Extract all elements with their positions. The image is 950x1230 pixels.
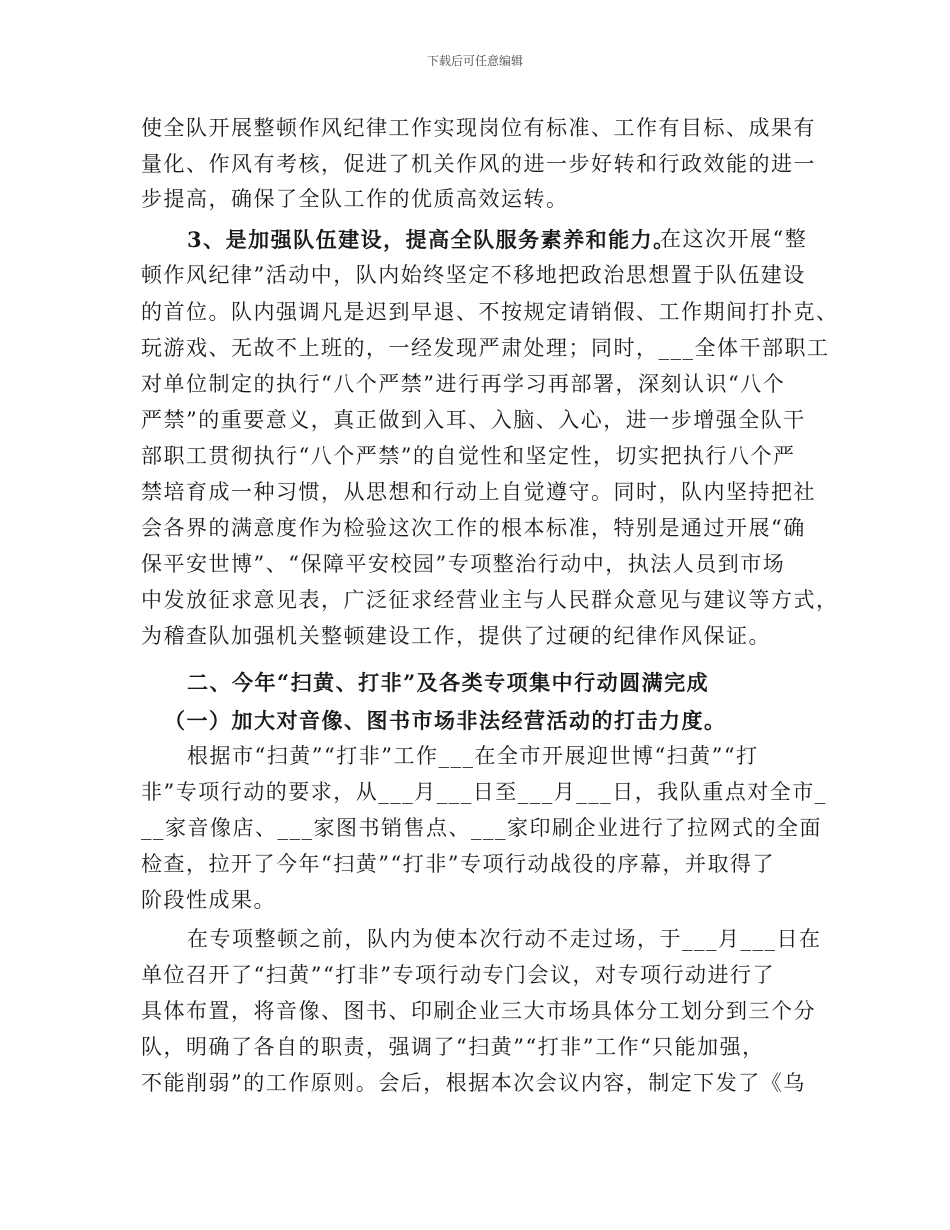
body-line: 保平安世博”、“保障平安校园”专项整治行动中，执法人员到市场 (141, 552, 786, 576)
body-line: 根据市“扫黄”“打非”工作___在全市开展迎世博“扫黄”“打 (187, 744, 759, 768)
body-line: 在专项整顿之前，队内为使本次行动不走过场，于___月___日在 (187, 927, 822, 951)
body-line: 不能削弱”的工作原则。会后，根据本次会议内容，制定下发了《乌 (141, 1071, 806, 1095)
body-line: 步提高，确保了全队工作的优质高效运转。 (141, 187, 569, 211)
body-line: 单位召开了“扫黄”“打非”专项行动专门会议，对专项行动进行了 (141, 963, 775, 987)
section-heading-3: 3、是加强队伍建设，提高全队服务素养和能力。 (187, 227, 676, 252)
body-line: 严禁”的重要意义，真正做到入耳、入脑、入心，进一步增强全队干 (141, 408, 806, 432)
body-line: 玩游戏、无故不上班的，一经发现严肃处理；同时，___全体干部职工 (141, 336, 830, 360)
body-line: 对单位制定的执行“八个严禁”进行再学习再部署，深刻认识“八个 (141, 372, 786, 396)
subsection-heading-1: （一）加大对音像、图书市场非法经营活动的打击力度。 (164, 708, 727, 733)
body-line: 为稽查队加强机关整顿建设工作，提供了过硬的纪律作风保证。 (141, 624, 771, 648)
body-line: 禁培育成一种习惯，从思想和行动上自觉遵守。同时，队内坚持把社 (141, 480, 816, 504)
body-line: 阶段性成果。 (141, 888, 276, 912)
body-line: 量化、作风有考核，促进了机关作风的进一步好转和行政效能的进一 (141, 152, 816, 176)
body-line: 会各界的满意度作为检验这次工作的根本标准，特别是通过开展“确 (141, 516, 806, 540)
body-line: 具体布置，将音像、图书、印刷企业三大市场具体分工划分到三个分 (141, 999, 816, 1023)
body-line: 在这次开展“整 (660, 227, 808, 251)
body-line: __家音像店、___家图书销售点、___家印刷企业进行了拉网式的全面 (141, 816, 822, 840)
body-line: 队，明确了各自的职责，强调了“扫黄”“打非”工作“只能加强， (141, 1035, 765, 1059)
body-line: 顿作风纪律”活动中，队内始终坚定不移地把政治思想置于队伍建设 (141, 263, 806, 287)
page-header: 下载后可任意编辑 (426, 54, 523, 68)
body-line: 中发放征求意见表，广泛征求经营业主与人民群众意见与建议等方式， (141, 588, 839, 612)
section-heading-2: 二、今年“扫黄、打非”及各类专项集中行动圆满完成 (187, 670, 710, 695)
body-line: 非”专项行动的要求，从___月___日至___月___日，我队重点对全市_ (141, 780, 827, 804)
body-line: 使全队开展整顿作风纪律工作实现岗位有标准、工作有目标、成果有 (141, 116, 816, 140)
body-line: 部职工贯彻执行“八个严禁”的自觉性和坚定性，切实把执行八个严 (141, 444, 796, 468)
body-line: 的首位。队内强调凡是迟到早退、不按规定请销假、工作期间打扑克、 (141, 300, 839, 324)
body-line: 检查，拉开了今年“扫黄”“打非”专项行动战役的序幕，并取得了 (141, 852, 775, 876)
